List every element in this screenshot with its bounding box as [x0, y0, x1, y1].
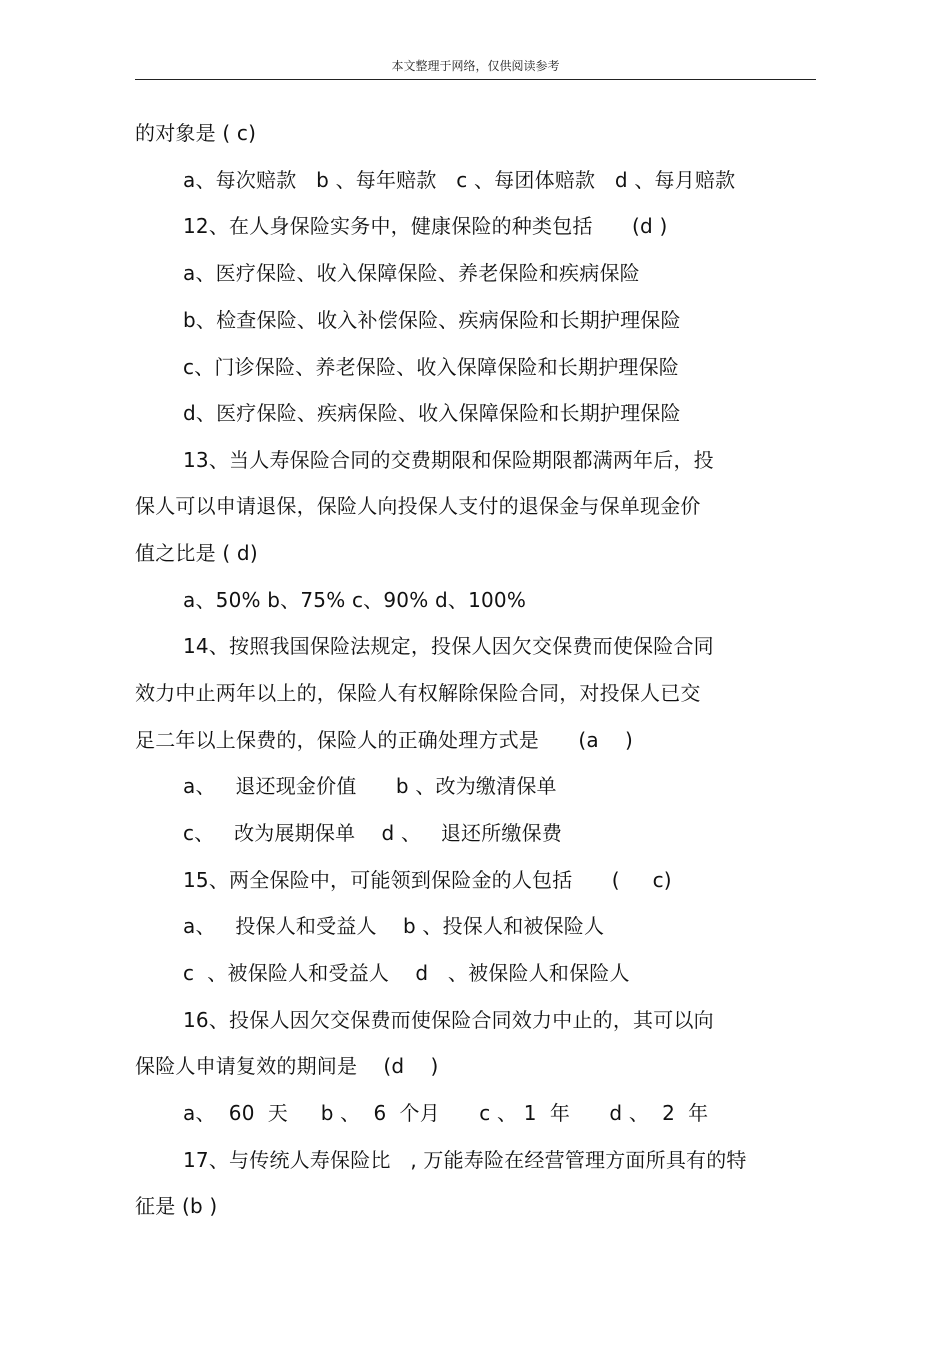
- text-line: 征是 (b ): [135, 1194, 218, 1218]
- text-line: 15、两全保险中，可能领到保险金的人包括 ( c): [183, 868, 672, 892]
- text-line: 值之比是 ( d): [135, 541, 258, 565]
- text-line: 保险人申请复效的期间是 (d ): [135, 1054, 439, 1078]
- text-line: d、医疗保险、疾病保险、收入保障保险和长期护理保险: [183, 401, 681, 425]
- text-line: 12、在人身保险实务中，健康保险的种类包括 (d ): [183, 214, 668, 238]
- text-line: b、检查保险、收入补偿保险、疾病保险和长期护理保险: [183, 308, 681, 332]
- text-line: c、门诊保险、养老保险、收入保障保险和长期护理保险: [183, 355, 679, 379]
- text-line: a、每次赔款 b 、每年赔款 c 、每团体赔款 d 、每月赔款: [183, 168, 736, 192]
- text-line: 足二年以上保费的，保险人的正确处理方式是 (a ): [135, 728, 634, 752]
- text-line: 14、按照我国保险法规定，投保人因欠交保费而使保险合同: [183, 634, 714, 658]
- text-line: c、 改为展期保单 d 、 退还所缴保费: [183, 821, 563, 845]
- text-line: a、 投保人和受益人 b 、投保人和被保险人: [183, 914, 605, 938]
- text-line: 17、与传统人寿保险比 , 万能寿险在经营管理方面所具有的特: [183, 1148, 747, 1172]
- text-line: 13、当人寿保险合同的交费期限和保险期限都满两年后，投: [183, 448, 714, 472]
- text-line: 的对象是 ( c): [135, 121, 257, 145]
- header-divider: [135, 79, 816, 80]
- text-line: 保人可以申请退保，保险人向投保人支付的退保金与保单现金价: [135, 494, 701, 518]
- text-line: 效力中止两年以上的，保险人有权解除保险合同，对投保人已交: [135, 681, 701, 705]
- text-line: a、 退还现金价值 b 、改为缴清保单: [183, 774, 557, 798]
- text-line: 16、投保人因欠交保费而使保险合同效力中止的，其可以向: [183, 1008, 714, 1032]
- text-line: c 、被保险人和受益人 d 、被保险人和保险人: [183, 961, 630, 985]
- text-line: a、 60 天 b 、 6 个月 c 、 1 年 d 、 2 年: [183, 1101, 709, 1125]
- text-line: a、医疗保险、收入保障保险、养老保险和疾病保险: [183, 261, 640, 285]
- text-line: a、50% b、75% c、90% d、100%: [183, 588, 527, 612]
- page-header: 本文整理于网络，仅供阅读参考: [391, 59, 560, 73]
